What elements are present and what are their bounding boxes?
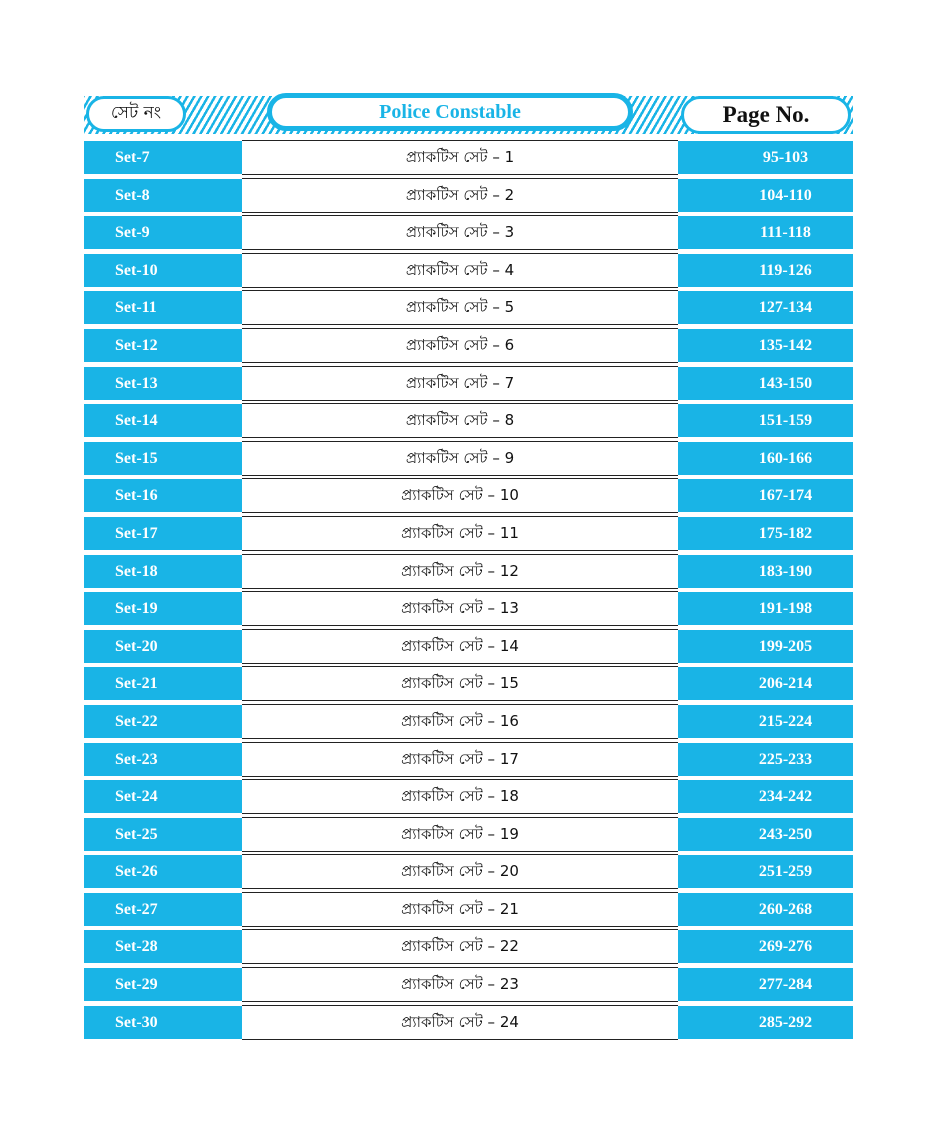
set-title: প্র্যাকটিস সেট – 10: [242, 478, 678, 513]
page-range: 183-190: [678, 555, 853, 588]
page-range: 234-242: [678, 780, 853, 813]
page-range: 251-259: [678, 855, 853, 888]
table-row: [84, 929, 853, 967]
page-title: Police Constable: [267, 93, 633, 131]
set-title: প্র্যাকটিস সেট – 5: [242, 290, 678, 325]
page-range: 225-233: [678, 743, 853, 776]
set-title: প্র্যাকটিস সেট – 9: [242, 441, 678, 476]
set-number: Set-8: [84, 179, 242, 212]
set-number: Set-14: [84, 404, 242, 437]
set-title: প্র্যাকটিস সেট – 24: [242, 1005, 678, 1040]
table-row: [84, 629, 853, 667]
set-title: প্র্যাকটিস সেট – 18: [242, 779, 678, 814]
set-number: Set-11: [84, 291, 242, 324]
page-range: 277-284: [678, 968, 853, 1001]
set-number: Set-24: [84, 780, 242, 813]
page-range: 199-205: [678, 630, 853, 663]
page-range: 285-292: [678, 1006, 853, 1039]
set-title: প্র্যাকটিস সেট – 15: [242, 666, 678, 701]
set-number: Set-15: [84, 442, 242, 475]
table-row: [84, 403, 853, 441]
table-row: [84, 591, 853, 629]
table-row: [84, 742, 853, 780]
set-number: Set-7: [84, 141, 242, 174]
page-range: 143-150: [678, 367, 853, 400]
contents-table: [84, 140, 853, 1042]
table-row: [84, 328, 853, 366]
page-range: 135-142: [678, 329, 853, 362]
page-range: 243-250: [678, 818, 853, 851]
set-number: Set-28: [84, 930, 242, 963]
set-number: Set-19: [84, 592, 242, 625]
set-title: প্র্যাকটিস সেট – 1: [242, 140, 678, 175]
table-row: [84, 478, 853, 516]
table-row: [84, 892, 853, 930]
page-range: 151-159: [678, 404, 853, 437]
set-number: Set-22: [84, 705, 242, 738]
set-number: Set-12: [84, 329, 242, 362]
set-number: Set-23: [84, 743, 242, 776]
page-range: 269-276: [678, 930, 853, 963]
set-number: Set-30: [84, 1006, 242, 1039]
table-row: [84, 140, 853, 178]
set-no-heading: সেট নং: [86, 96, 186, 132]
set-number: Set-17: [84, 517, 242, 550]
table-row: [84, 215, 853, 253]
table-row: [84, 366, 853, 404]
set-number: Set-16: [84, 479, 242, 512]
set-title: প্র্যাকটিস সেট – 3: [242, 215, 678, 250]
set-number: Set-26: [84, 855, 242, 888]
table-row: [84, 1005, 853, 1043]
set-number: Set-13: [84, 367, 242, 400]
set-title: প্র্যাকটিস সেট – 23: [242, 967, 678, 1002]
table-row: [84, 516, 853, 554]
page-range: 206-214: [678, 667, 853, 700]
table-row: [84, 779, 853, 817]
table-row: [84, 290, 853, 328]
table-row: [84, 441, 853, 479]
set-number: Set-18: [84, 555, 242, 588]
page-range: 215-224: [678, 705, 853, 738]
set-title: প্র্যাকটিস সেট – 7: [242, 366, 678, 401]
table-row: [84, 178, 853, 216]
set-number: Set-10: [84, 254, 242, 287]
set-number: Set-25: [84, 818, 242, 851]
page-range: 111-118: [678, 216, 853, 249]
set-title: প্র্যাকটিস সেট – 11: [242, 516, 678, 551]
page-range: 104-110: [678, 179, 853, 212]
set-title: প্র্যাকটিস সেট – 6: [242, 328, 678, 363]
set-title: প্র্যাকটিস সেট – 20: [242, 854, 678, 889]
set-number: Set-20: [84, 630, 242, 663]
page-range: 191-198: [678, 592, 853, 625]
page-range: 175-182: [678, 517, 853, 550]
set-number: Set-21: [84, 667, 242, 700]
table-row: [84, 854, 853, 892]
page-range: 260-268: [678, 893, 853, 926]
table-row: [84, 666, 853, 704]
table-row: [84, 704, 853, 742]
set-title: প্র্যাকটিস সেট – 2: [242, 178, 678, 213]
set-title: প্র্যাকটিস সেট – 13: [242, 591, 678, 626]
table-row: [84, 967, 853, 1005]
set-title: প্র্যাকটিস সেট – 22: [242, 929, 678, 964]
set-title: প্র্যাকটিস সেট – 4: [242, 253, 678, 288]
set-number: Set-27: [84, 893, 242, 926]
set-title: প্র্যাকটিস সেট – 8: [242, 403, 678, 438]
set-title: প্র্যাকটিস সেট – 21: [242, 892, 678, 927]
table-row: [84, 817, 853, 855]
set-title: প্র্যাকটিস সেট – 14: [242, 629, 678, 664]
page-range: 119-126: [678, 254, 853, 287]
table-row: [84, 554, 853, 592]
page-range: 160-166: [678, 442, 853, 475]
table-header: [84, 93, 853, 136]
set-title: প্র্যাকটিস সেট – 12: [242, 554, 678, 589]
set-title: প্র্যাকটিস সেট – 16: [242, 704, 678, 739]
page-range: 167-174: [678, 479, 853, 512]
page-range: 95-103: [678, 141, 853, 174]
set-number: Set-9: [84, 216, 242, 249]
page-no-heading: Page No.: [681, 96, 851, 134]
set-title: প্র্যাকটিস সেট – 17: [242, 742, 678, 777]
table-row: [84, 253, 853, 291]
page-range: 127-134: [678, 291, 853, 324]
set-number: Set-29: [84, 968, 242, 1001]
set-title: প্র্যাকটিস সেট – 19: [242, 817, 678, 852]
